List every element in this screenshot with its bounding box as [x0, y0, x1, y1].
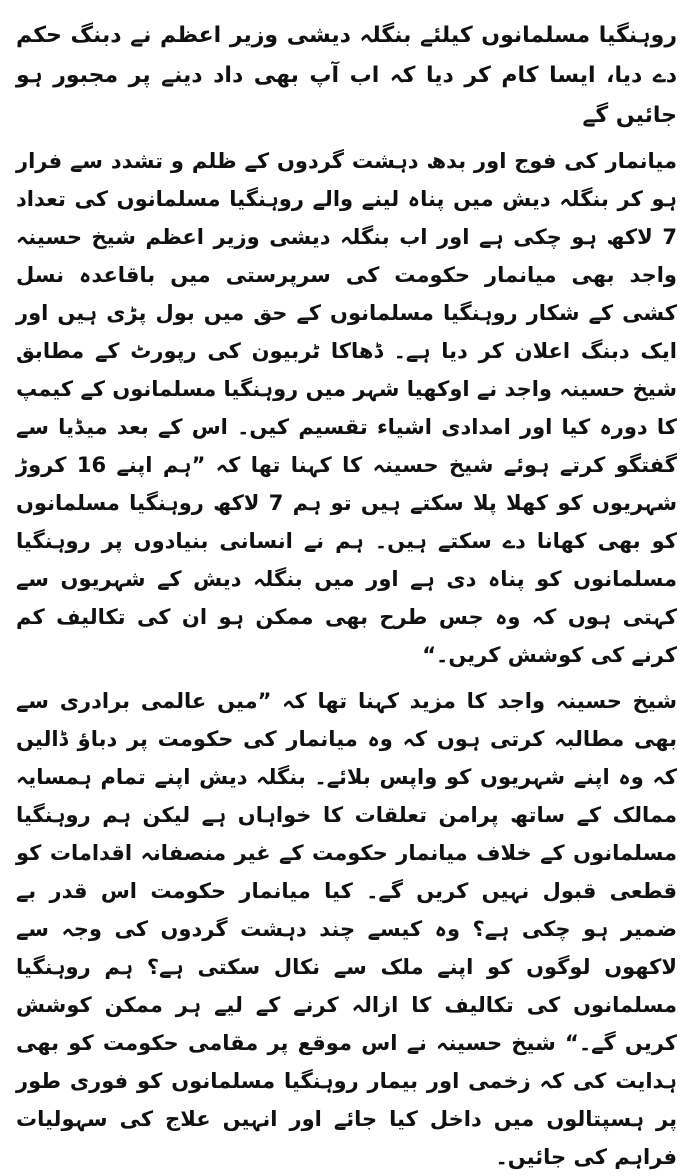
article-paragraph-2: شیخ حسینہ واجد کا مزید کہنا تھا کہ ”میں عالمی برادری سے بھی مطالبہ کرتی ہوں کہ وہ میانمار کی حکومت پر دباؤ ڈالیں کہ وہ اپنے شہریوں کو واپس بلائے۔ بنگلہ دیش اپنے تمام ہمسایہ ممالک کے ساتھ پرامن تعلقات کا خواہاں ہے لیکن ہم روہنگیا مسلمانوں کے خلاف میانمار حکومت کے غیر منصفانہ اقدامات کو قطعی قبول نہیں کریں گے۔ کیا میانمار حکومت اس قدر بے ضمیر ہو چکی ہے؟ وہ کیسے چند دہشت گردوں کی وجہ سے لاکھوں لوگوں کو اپنے ملک سے نکال سکتی ہے؟ ہم روہنگیا مسلمانوں کی تکالیف کا ازالہ کرنے کے لیے ہر ممکن کوشش کریں گے۔“ شیخ حسینہ نے اس موقع پر مقامی حکومت کو بھی ہدایت کی کہ زخمی اور بیمار روہنگیا مسلمانوں کو فوری طور پر ہسپتالوں میں داخل کیا جائے اور انہیں علاج کی سہولیات فراہم کی جائیں۔	[16, 689, 677, 1169]
article-title: روہنگیا مسلمانوں کیلئے بنگلہ دیشی وزیر اعظم نے دبنگ حکم دے دیا، ایسا کام کر دیا کہ اب آپ بھی داد دینے پر مجبور ہو جائیں گے	[16, 23, 677, 128]
article-paragraph-1: میانمار کی فوج اور بدھ دہشت گردوں کے ظلم و تشدد سے فرار ہو کر بنگلہ دیش میں پناہ لینے والے روہنگیا مسلمانوں کی تعداد 7 لاکھ ہو چکی ہے اور اب بنگلہ دیشی وزیر اعظم شیخ حسینہ واجد بھی میانمار حکومت کی سرپرستی میں باقاعدہ نسل کشی کے شکار روہنگیا مسلمانوں کے حق میں بول پڑی ہیں اور ایک دبنگ اعلان کر دیا ہے۔ ڈھاکا ٹربیون کی رپورٹ کے مطابق شیخ حسینہ واجد نے اوکھیا شہر میں روہنگیا مسلمانوں کے کیمپ کا دورہ کیا اور امدادی اشیاء تقسیم کیں۔ اس کے بعد میڈیا سے گفتگو کرتے ہوئے شیخ حسینہ کا کہنا تھا کہ ”ہم اپنے 16 کروڑ شہریوں کو کھلا پلا سکتے ہیں تو ہم 7 لاکھ روہنگیا مسلمانوں کو بھی کھانا دے سکتے ہیں۔ ہم نے انسانی بنیادوں پر روہنگیا مسلمانوں کو پناہ دی ہے اور میں بنگلہ دیش کے شہریوں سے کہتی ہوں کہ وہ جس طرح بھی ممکن ہو ان کی تکالیف کم کرنے کی کوشش کریں۔“	[16, 149, 677, 667]
